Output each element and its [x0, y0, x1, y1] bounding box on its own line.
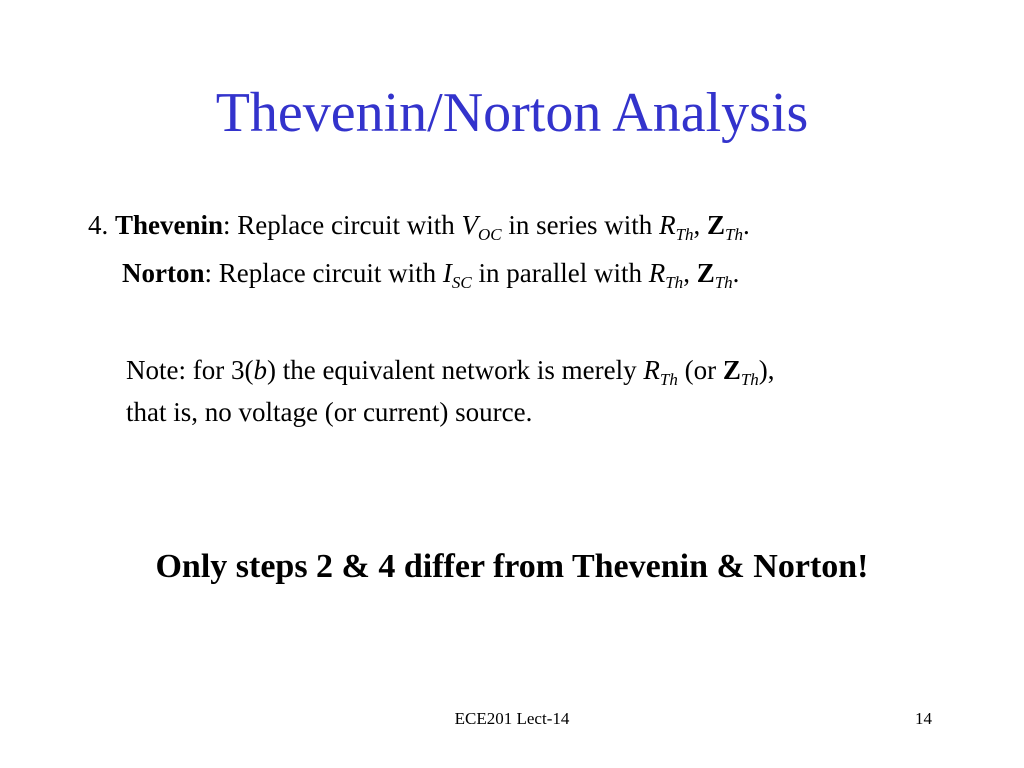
voc-symbol: $V_{OC}$ — [461, 210, 502, 244]
norton-text-1: : Replace circuit with — [204, 258, 443, 288]
norton-label: Norton — [122, 258, 205, 288]
note-line-1: Note: for 3(b) the equivalent network is merely $R_{Th}$ (or $Z_{Th}$), — [126, 355, 775, 389]
step-number: 4. — [88, 210, 109, 240]
note-line-2: that is, no voltage (or current) source. — [126, 397, 533, 427]
thevenin-label: Thevenin — [115, 210, 224, 240]
step4-norton-line: Norton: Replace circuit with $I_{SC}$ in parallel with $R_{Th}$, $Z_{Th}$. — [122, 258, 740, 292]
norton-text-2: in parallel with — [471, 258, 649, 288]
footer-page-number: 14 — [915, 709, 932, 728]
zth-symbol: $Z_{Th}$ — [707, 210, 744, 244]
rth-symbol: $R_{Th}$ — [659, 210, 694, 244]
rth-symbol: $R_{Th}$ — [648, 258, 684, 292]
rth-symbol: $R_{Th}$ — [643, 355, 678, 389]
step4-thevenin-line: 4. Thevenin: Replace circuit with $V_{OC}$ in series with $R_{Th}$, $Z_{Th}$. — [88, 210, 750, 244]
isc-symbol: $I_{SC}$ — [442, 258, 472, 292]
slide-title: Thevenin/Norton Analysis — [215, 82, 809, 144]
footer-course: ECE201 Lect-14 — [454, 709, 570, 728]
zth-symbol: $Z_{Th}$ — [722, 355, 759, 389]
emphasis-statement: Only steps 2 & 4 differ from Thevenin & Norton! — [155, 548, 869, 585]
thevenin-text-1: : Replace circuit with — [223, 210, 462, 240]
b-variable: b — [253, 355, 267, 385]
zth-symbol: $Z_{Th}$ — [696, 258, 733, 292]
thevenin-text-2: in series with — [501, 210, 660, 240]
